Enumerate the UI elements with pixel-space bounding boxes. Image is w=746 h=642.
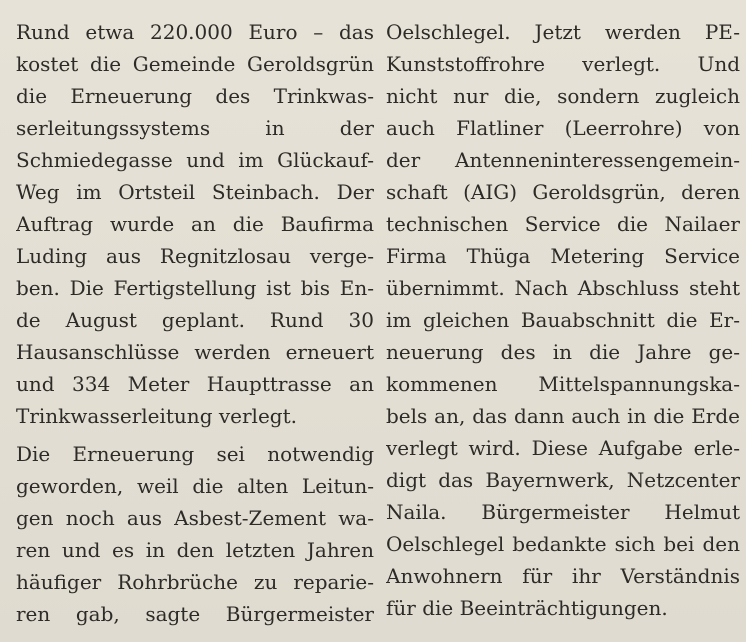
text-line: Rund etwa 220.000 Euro – das [16, 20, 374, 44]
text-line: serleitungssystems in der [16, 116, 374, 140]
text-line: ben. Die Fertigstellung ist bis En- [16, 276, 374, 300]
right-column [386, 16, 740, 624]
text-line: Anwohnern für ihr Verständnis [386, 564, 740, 588]
text-line: schaft (AIG) Geroldsgrün, deren [386, 180, 740, 204]
text-line: geworden, weil die alten Leitun- [16, 474, 374, 498]
text-line: de August geplant. Rund 30 [16, 308, 374, 332]
text-line: die Erneuerung des Trinkwas- [16, 84, 374, 108]
text-line: neuerung des in die Jahre ge- [386, 340, 740, 364]
text-line: ren gab, sagte Bürgermeister [16, 602, 374, 626]
text-line: Firma Thüga Metering Service [386, 244, 740, 268]
text-line: häufiger Rohrbrüche zu reparie- [16, 570, 374, 594]
text-line: Oelschlegel bedankte sich bei den [386, 532, 740, 556]
text-line: für die Beeinträchtigungen. [386, 596, 668, 620]
text-line: Naila. Bürgermeister Helmut [386, 500, 740, 524]
left-column [16, 16, 374, 630]
text-line: Luding aus Regnitzlosau verge- [16, 244, 374, 268]
text-line: kommenen Mittelspannungska- [386, 372, 740, 396]
text-line: verlegt wird. Diese Aufgabe erle- [386, 436, 740, 460]
text-line: Auftrag wurde an die Baufirma [16, 212, 374, 236]
text-line: im gleichen Bauabschnitt die Er- [386, 308, 740, 332]
text-line: Die Erneuerung sei notwendig [16, 442, 374, 466]
text-line: Trinkwasserleitung verlegt. [16, 404, 297, 428]
text-line: technischen Service die Nailaer [386, 212, 740, 236]
text-line: Weg im Ortsteil Steinbach. Der [16, 180, 374, 204]
text-line: digt das Bayernwerk, Netzcenter [386, 468, 740, 492]
paragraph-1 [16, 16, 374, 432]
paragraph-2 [16, 438, 374, 630]
text-line: nicht nur die, sondern zugleich [386, 84, 740, 108]
text-line: Oelschlegel. Jetzt werden PE- [386, 20, 740, 44]
text-line: kostet die Gemeinde Geroldsgrün [16, 52, 374, 76]
text-line: Hausanschlüsse werden erneuert [16, 340, 374, 364]
text-line: gen noch aus Asbest-Zement wa- [16, 506, 374, 530]
text-line: Kunststoffrohre verlegt. Und [386, 52, 740, 76]
text-line: der Antenneninteressengemein- [386, 148, 740, 172]
text-line: und 334 Meter Haupttrasse an [16, 372, 374, 396]
text-line: übernimmt. Nach Abschluss steht [386, 276, 740, 300]
text-line: ren und es in den letzten Jahren [16, 538, 374, 562]
text-line: auch Flatliner (Leerrohre) von [386, 116, 740, 140]
text-line: bels an, das dann auch in die Erde [386, 404, 740, 428]
text-line: Schmiedegasse und im Glückauf- [16, 148, 374, 172]
